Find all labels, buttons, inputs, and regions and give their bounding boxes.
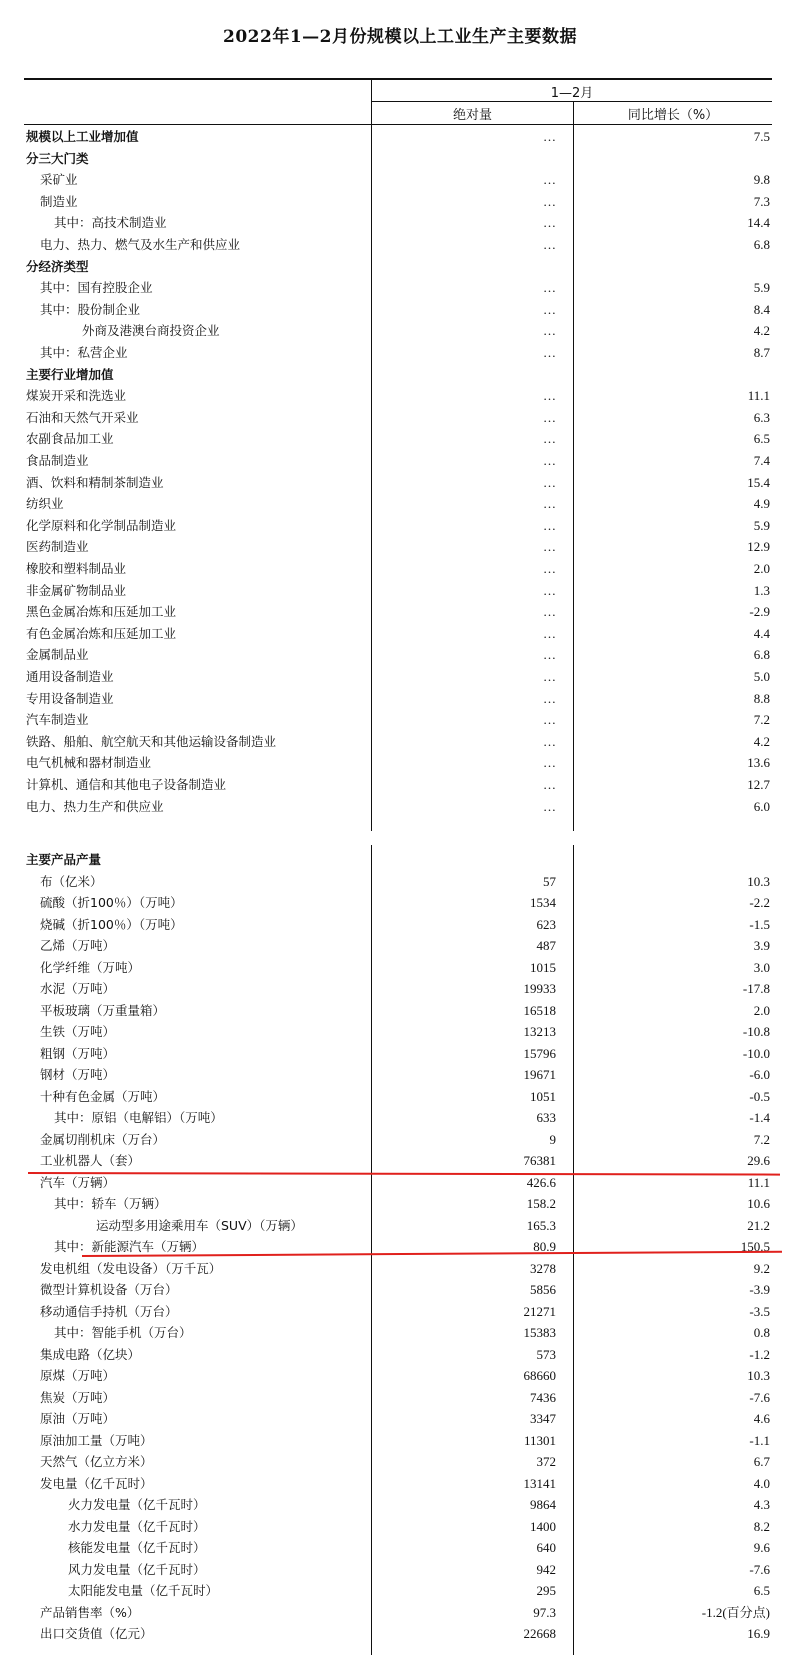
row-yoy-value: 14.4: [747, 215, 770, 231]
row-yoy-value: -1.4: [749, 1110, 770, 1125]
row-yoy-value: 9.8: [753, 172, 770, 188]
row-yoy-value: 12.9: [747, 539, 770, 555]
table-row: [24, 493, 772, 514]
row-absolute-value: 9864: [530, 1497, 556, 1512]
row-label: 火力发电量（亿千瓦时）: [68, 1497, 206, 1512]
row-yoy-value: 8.4: [753, 301, 770, 317]
row-yoy-value: -10.8: [742, 1024, 770, 1039]
row-absolute-value: …: [543, 798, 556, 814]
row-label: 通用设备制造业: [26, 669, 114, 684]
row-absolute-value: …: [543, 561, 556, 576]
row-absolute-value: 19933: [523, 981, 556, 996]
row-label: 集成电路（亿块）: [40, 1346, 141, 1362]
row-yoy-value: 7.3: [753, 193, 770, 209]
table-row: [24, 1494, 772, 1515]
row-absolute-value: 21271: [523, 1303, 556, 1319]
row-yoy-value: -1.2(百分点): [701, 1604, 770, 1620]
table-row: [24, 849, 772, 870]
absolute-column-header: 绝对量: [452, 108, 492, 123]
table-row: [24, 256, 772, 277]
row-label: 其中：新能源汽车（万辆）: [54, 1239, 205, 1254]
row-absolute-value: 13213: [523, 1024, 556, 1039]
row-yoy-value: 5.9: [753, 517, 770, 533]
row-absolute-value: 97.3: [533, 1604, 556, 1620]
table-row: [24, 1107, 772, 1128]
table-row: [24, 148, 772, 169]
row-yoy-value: 7.2: [753, 1131, 770, 1147]
table-row: [24, 234, 772, 255]
row-absolute-value: …: [543, 755, 556, 771]
row-absolute-value: 80.9: [533, 1239, 556, 1254]
row-absolute-value: 372: [536, 1454, 556, 1469]
row-yoy-value: 5.0: [753, 669, 770, 684]
row-absolute-value: …: [543, 409, 556, 425]
row-absolute-value: …: [543, 777, 556, 792]
row-absolute-value: …: [543, 280, 556, 296]
row-absolute-value: …: [543, 301, 556, 317]
table-row: [24, 1602, 772, 1623]
period-header: 1—2月: [550, 86, 594, 101]
row-yoy-value: 13.6: [747, 755, 770, 771]
row-label: 其中：轿车（万辆）: [54, 1196, 167, 1211]
row-label: 非金属矿物制品业: [26, 582, 127, 598]
row-absolute-value: …: [543, 453, 556, 468]
row-yoy-value: 2.0: [753, 1002, 770, 1018]
table-row: [24, 515, 772, 536]
row-yoy-value: 11.1: [747, 388, 770, 404]
row-yoy-value: -7.6: [749, 1561, 770, 1577]
row-absolute-value: …: [543, 733, 556, 749]
row-label: 电气机械和器材制造业: [26, 755, 152, 771]
row-label: 汽车（万辆）: [40, 1174, 116, 1190]
row-label: 其中：高技术制造业: [54, 215, 167, 231]
row-absolute-value: …: [543, 669, 556, 684]
row-label: 乙烯（万吨）: [40, 938, 116, 953]
row-label: 原煤（万吨）: [40, 1368, 116, 1383]
row-label: 电力、热力、燃气及水生产和供应业: [40, 237, 241, 252]
row-label: 十种有色金属（万吨）: [40, 1088, 166, 1104]
row-yoy-value: 15.4: [747, 474, 770, 490]
row-label: 制造业: [40, 193, 78, 209]
row-label: 水泥（万吨）: [40, 981, 116, 996]
row-label: 分经济类型: [26, 258, 89, 274]
table-row: [24, 935, 772, 956]
row-label: 专用设备制造业: [26, 690, 114, 706]
row-absolute-value: 22668: [523, 1626, 556, 1641]
row-absolute-value: …: [543, 237, 556, 252]
row-absolute-value: 1051: [530, 1088, 556, 1104]
row-absolute-value: 5856: [530, 1282, 556, 1297]
row-label: 天然气（亿立方米）: [40, 1454, 153, 1469]
row-yoy-value: 6.8: [753, 647, 770, 663]
row-label: 主要产品产量: [26, 852, 102, 867]
table-row: [24, 536, 772, 557]
table-row: [24, 644, 772, 665]
table-row: [24, 978, 772, 999]
table-row: [24, 364, 772, 385]
row-yoy-value: 3.9: [753, 938, 770, 953]
row-absolute-value: …: [543, 323, 556, 339]
table-row: [24, 1537, 772, 1558]
row-label: 农副食品加工业: [26, 431, 114, 447]
row-label: 粗钢（万吨）: [40, 1045, 116, 1061]
row-label: 其中：智能手机（万台）: [54, 1325, 192, 1340]
row-label: 产品销售率（%）: [40, 1604, 140, 1620]
row-yoy-value: 6.5: [753, 431, 770, 447]
table-row: [24, 1150, 772, 1171]
row-label: 水力发电量（亿千瓦时）: [68, 1518, 206, 1534]
row-absolute-value: 15796: [523, 1045, 556, 1061]
yoy-column-header: 同比增长（%）: [627, 108, 719, 123]
row-absolute-value: 426.6: [526, 1174, 556, 1190]
row-yoy-value: -6.0: [749, 1067, 770, 1082]
row-label: 太阳能发电量（亿千瓦时）: [68, 1583, 219, 1598]
row-yoy-value: 9.2: [753, 1260, 770, 1276]
row-yoy-value: 11.1: [747, 1174, 770, 1190]
row-absolute-value: …: [543, 496, 556, 512]
row-yoy-value: 10.6: [747, 1196, 770, 1211]
table-row: [24, 871, 772, 892]
row-label: 金属切削机床（万台）: [40, 1131, 166, 1147]
header-mid-rule: [372, 101, 772, 102]
row-yoy-value: 6.3: [753, 409, 770, 425]
row-yoy-value: 1.3: [753, 582, 770, 598]
table-row: [24, 688, 772, 709]
row-absolute-value: 623: [536, 916, 556, 932]
row-absolute-value: …: [543, 474, 556, 490]
row-label: 汽车制造业: [26, 712, 89, 728]
row-absolute-value: 633: [536, 1110, 556, 1125]
row-label: 酒、饮料和精制茶制造业: [26, 474, 164, 490]
row-yoy-value: 3.0: [753, 959, 770, 975]
row-absolute-value: …: [543, 582, 556, 598]
table-row: [24, 1021, 772, 1042]
table-row: [24, 385, 772, 406]
row-yoy-value: 6.5: [753, 1583, 770, 1598]
table-row: [24, 1000, 772, 1021]
row-absolute-value: 76381: [523, 1153, 556, 1168]
table-row: [24, 342, 772, 363]
row-absolute-value: 165.3: [526, 1217, 556, 1233]
row-absolute-value: …: [543, 604, 556, 620]
row-absolute-value: 640: [536, 1540, 556, 1555]
row-yoy-value: 10.3: [747, 873, 770, 889]
row-label: 运动型多用途乘用车（SUV）（万辆）: [96, 1217, 303, 1233]
table-row: [24, 1473, 772, 1494]
row-label: 其中：国有控股企业: [40, 280, 153, 296]
table-row: [24, 1365, 772, 1386]
table-row: [24, 601, 772, 622]
table-row: [24, 1451, 772, 1472]
table-row: [24, 1408, 772, 1429]
row-label: 微型计算机设备（万台）: [40, 1282, 178, 1297]
row-absolute-value: …: [543, 517, 556, 533]
row-absolute-value: …: [543, 647, 556, 663]
row-yoy-value: -1.5: [749, 916, 770, 932]
table-row: [24, 428, 772, 449]
table-row: [24, 169, 772, 190]
row-label: 化学原料和化学制品制造业: [26, 517, 177, 533]
row-yoy-value: 7.2: [753, 712, 770, 728]
table-row: [24, 1301, 772, 1322]
row-label: 分三大门类: [26, 150, 89, 166]
row-yoy-value: 16.9: [747, 1626, 770, 1641]
table-row: [24, 623, 772, 644]
table-row: [24, 1322, 772, 1343]
table-row: [24, 1193, 772, 1214]
row-yoy-value: 8.8: [753, 690, 770, 706]
row-yoy-value: -7.6: [749, 1389, 770, 1405]
row-yoy-value: -17.8: [742, 981, 770, 996]
row-label: 布（亿米）: [40, 873, 103, 889]
row-absolute-value: 19671: [523, 1067, 556, 1082]
row-yoy-value: 6.7: [753, 1454, 770, 1469]
row-label: 医药制造业: [26, 539, 89, 555]
row-yoy-value: 150.5: [740, 1239, 770, 1254]
table-row: [24, 957, 772, 978]
row-label: 原油（万吨）: [40, 1411, 116, 1426]
row-absolute-value: 573: [536, 1346, 556, 1362]
row-absolute-value: …: [543, 129, 556, 144]
row-label: 焦炭（万吨）: [40, 1389, 116, 1405]
table-row: [24, 580, 772, 601]
row-absolute-value: 7436: [530, 1389, 556, 1405]
row-label: 风力发电量（亿千瓦时）: [68, 1561, 206, 1577]
row-label: 工业机器人（套）: [40, 1153, 141, 1168]
table-row: [24, 731, 772, 752]
table-row: [24, 1430, 772, 1451]
row-absolute-value: …: [543, 172, 556, 188]
row-yoy-value: 0.8: [753, 1325, 770, 1340]
row-yoy-value: -0.5: [749, 1088, 770, 1104]
row-label: 钢材（万吨）: [40, 1067, 116, 1082]
table-row: [24, 914, 772, 935]
table-row: [24, 126, 772, 147]
row-yoy-value: 2.0: [753, 561, 770, 576]
row-absolute-value: 9: [549, 1131, 556, 1147]
row-label: 硫酸（折100％）（万吨）: [40, 895, 183, 910]
row-label: 纺织业: [26, 496, 64, 512]
table-row: [24, 1344, 772, 1365]
row-yoy-value: 12.7: [747, 777, 770, 792]
row-yoy-value: 4.9: [753, 496, 770, 512]
row-yoy-value: 7.4: [753, 453, 770, 468]
row-label: 核能发电量（亿千瓦时）: [68, 1540, 206, 1555]
row-label: 有色金属冶炼和压延加工业: [26, 625, 177, 641]
table-row: [24, 1043, 772, 1064]
row-label: 电力、热力生产和供应业: [26, 798, 164, 814]
row-label: 出口交货值（亿元）: [40, 1626, 153, 1641]
row-label: 烧碱（折100％）（万吨）: [40, 916, 183, 932]
row-yoy-value: 4.3: [753, 1497, 770, 1512]
row-absolute-value: 57: [543, 873, 556, 889]
row-label: 其中：原铝（电解铝）（万吨）: [54, 1110, 223, 1125]
page-title: 2022年1—2月份规模以上工业生产主要数据: [223, 27, 577, 47]
row-absolute-value: …: [543, 712, 556, 728]
table-row: [24, 752, 772, 773]
row-yoy-value: -2.9: [749, 604, 770, 620]
row-absolute-value: …: [543, 388, 556, 404]
row-absolute-value: 3347: [530, 1411, 556, 1426]
row-yoy-value: 9.6: [753, 1540, 770, 1555]
row-label: 食品制造业: [26, 453, 89, 468]
row-yoy-value: 7.5: [753, 129, 770, 144]
row-absolute-value: 942: [536, 1561, 556, 1577]
table-row: [24, 191, 772, 212]
row-absolute-value: 295: [536, 1583, 556, 1598]
row-yoy-value: 4.2: [753, 733, 770, 749]
row-yoy-value: 10.3: [747, 1368, 770, 1383]
row-label: 生铁（万吨）: [40, 1024, 116, 1039]
row-absolute-value: 158.2: [526, 1196, 556, 1211]
table-row: [24, 1129, 772, 1150]
table-row: [24, 558, 772, 579]
row-label: 黑色金属冶炼和压延加工业: [26, 604, 177, 620]
table-row: [24, 1623, 772, 1644]
row-yoy-value: -2.2: [749, 895, 770, 910]
table-row: [24, 774, 772, 795]
row-absolute-value: 487: [536, 938, 556, 953]
row-yoy-value: 29.6: [747, 1153, 770, 1168]
row-yoy-value: 6.0: [753, 798, 770, 814]
row-label: 石油和天然气开采业: [26, 409, 139, 425]
table-row: [24, 796, 772, 817]
row-yoy-value: -1.2: [749, 1346, 770, 1362]
row-absolute-value: 1400: [530, 1518, 556, 1534]
row-absolute-value: …: [543, 193, 556, 209]
row-absolute-value: …: [543, 625, 556, 641]
row-label: 规模以上工业增加值: [26, 129, 139, 144]
row-label: 橡胶和塑料制品业: [26, 561, 127, 576]
row-yoy-value: 4.6: [753, 1411, 770, 1426]
row-yoy-value: 21.2: [747, 1217, 770, 1233]
table-row: [24, 1258, 772, 1279]
row-yoy-value: 5.9: [753, 280, 770, 296]
row-yoy-value: -10.0: [742, 1045, 770, 1061]
table-row: [24, 1215, 772, 1236]
header-bottom-rule: [24, 124, 772, 125]
row-absolute-value: 16518: [523, 1002, 556, 1018]
table-top-rule: [24, 78, 772, 80]
row-yoy-value: -3.5: [749, 1303, 770, 1319]
table-row: [24, 1559, 772, 1580]
table-row: [24, 212, 772, 233]
row-label: 其中：股份制企业: [40, 301, 141, 317]
table-row: [24, 1387, 772, 1408]
row-absolute-value: …: [543, 345, 556, 360]
row-absolute-value: 1534: [530, 895, 556, 910]
table-row: [24, 709, 772, 730]
row-absolute-value: …: [543, 431, 556, 447]
row-absolute-value: 11301: [523, 1432, 556, 1448]
table-row: [24, 277, 772, 298]
row-label: 发电量（亿千瓦时）: [40, 1475, 153, 1491]
row-label: 计算机、通信和其他电子设备制造业: [26, 777, 227, 792]
row-yoy-value: 4.0: [753, 1475, 770, 1491]
table-row: [24, 1064, 772, 1085]
row-label: 采矿业: [40, 172, 78, 188]
row-label: 其中：私营企业: [40, 345, 128, 360]
table-row: [24, 407, 772, 428]
table-row: [24, 299, 772, 320]
row-label: 平板玻璃（万重量箱）: [40, 1002, 166, 1018]
row-yoy-value: 8.7: [753, 345, 770, 360]
row-absolute-value: 3278: [530, 1260, 556, 1276]
row-absolute-value: 13141: [523, 1475, 556, 1491]
table-row: [24, 450, 772, 471]
row-yoy-value: -1.1: [749, 1432, 770, 1448]
row-absolute-value: …: [543, 690, 556, 706]
row-label: 煤炭开采和洗选业: [26, 388, 127, 404]
row-yoy-value: 4.2: [753, 323, 770, 339]
row-label: 铁路、船舶、航空航天和其他运输设备制造业: [26, 733, 277, 749]
row-label: 化学纤维（万吨）: [40, 959, 141, 975]
table-row: [24, 320, 772, 341]
table-row: [24, 892, 772, 913]
row-label: 原油加工量（万吨）: [40, 1432, 153, 1448]
row-label: 移动通信手持机（万台）: [40, 1303, 178, 1319]
row-absolute-value: …: [543, 539, 556, 555]
row-label: 金属制品业: [26, 647, 89, 663]
row-yoy-value: 6.8: [753, 237, 770, 252]
row-label: 外商及港澳台商投资企业: [82, 323, 220, 339]
row-absolute-value: 15383: [523, 1325, 556, 1340]
table-row: [24, 1516, 772, 1537]
table-row: [24, 472, 772, 493]
table-row: [24, 666, 772, 687]
row-label: 主要行业增加值: [26, 366, 114, 382]
table-row: [24, 1580, 772, 1601]
row-absolute-value: 1015: [530, 959, 556, 975]
table-row: [24, 1086, 772, 1107]
row-absolute-value: …: [543, 215, 556, 231]
table-row: [24, 1279, 772, 1300]
row-yoy-value: 8.2: [753, 1518, 770, 1534]
row-yoy-value: 4.4: [753, 625, 770, 641]
row-yoy-value: -3.9: [749, 1282, 770, 1297]
row-label: 发电机组（发电设备）（万千瓦）: [40, 1260, 222, 1276]
row-absolute-value: 68660: [523, 1368, 556, 1383]
